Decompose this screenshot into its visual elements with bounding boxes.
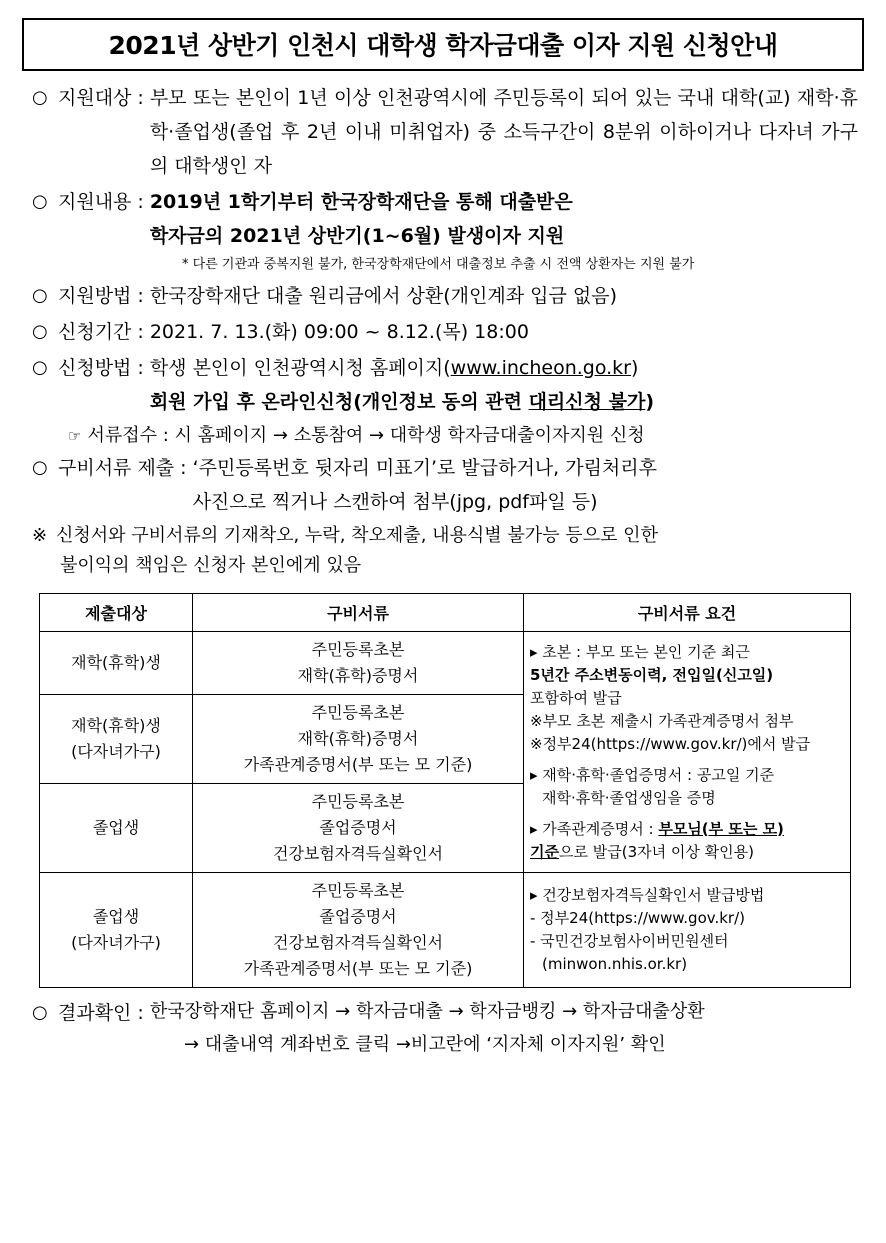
section-caution (32, 521, 858, 581)
req-g3-bold: 부모님(부 또는 모) (658, 819, 784, 838)
req-g3-line2 (530, 841, 844, 864)
table-header-row (40, 594, 851, 632)
bullet-icon: ○ (32, 457, 48, 478)
target-2-line2: (다자녀가구) (71, 742, 161, 761)
doc-1-line2: 재학(휴학)증명서 (297, 666, 419, 685)
req-g3-post: 으로 발급(3자녀 이상 확인용) (558, 842, 754, 861)
text-application-method (150, 351, 858, 419)
req-g4-line3: - 국민건강보험사이버민원센터 (530, 932, 729, 950)
doc-2-line1: 주민등록초본 (311, 703, 405, 722)
colon-separator: : (137, 87, 144, 109)
req-g2-line2: 재학·휴학·졸업생임을 증명 (542, 788, 716, 807)
req-g2-line1: ▸ 재학·휴학·졸업증명서 : 공고일 기준 (530, 765, 775, 784)
text-required-documents (193, 451, 858, 519)
req-g1-line1: ▸ 초본 : 부모 또는 본인 기준 최근 (530, 642, 750, 661)
text-support-content (150, 185, 858, 253)
doc-2-line2: 재학(휴학)증명서 (297, 729, 419, 748)
table-header-target: 제출대상 (40, 594, 193, 632)
target-4-line2: (다자녀가구) (71, 933, 161, 952)
colon-separator: : (137, 1002, 144, 1024)
table-row (40, 632, 851, 695)
label-required-documents: 구비서류 제출 (58, 457, 175, 479)
cell-requirements-lower (524, 873, 851, 988)
bullet-icon: ○ (32, 321, 48, 342)
label-application-method: 신청방법 (58, 357, 132, 379)
bullet-icon: ○ (32, 285, 48, 306)
doc-1-line1: 주민등록초본 (311, 640, 405, 659)
req-g4-line1: ▸ 건강보험자격득실확인서 발급방법 (530, 886, 765, 904)
cell-target-1 (40, 632, 193, 695)
label-application-period: 신청기간 (58, 321, 132, 343)
section-application-method (32, 351, 858, 419)
cell-documents-2 (193, 695, 524, 784)
table-header-documents: 구비서류 (193, 594, 524, 632)
application-method-line2-pre: 회원 가입 후 온라인신청(개인정보 동의 관련 (149, 391, 529, 413)
spacer (530, 756, 844, 764)
colon-separator: : (180, 457, 187, 479)
section-support-content (32, 185, 858, 253)
section-application-period (32, 315, 858, 349)
caution-mark-icon: ※ (32, 525, 48, 546)
table-row (40, 873, 851, 988)
req-g1-line5: ※정부24(https://www.gov.kr/)에서 발급 (530, 734, 811, 753)
text-support-content-line2: 학자금의 2021년 상반기(1~6월) 발생이자 지원 (149, 225, 565, 247)
pointing-hand-icon: ☞ (68, 427, 82, 445)
cell-requirements-upper (524, 632, 851, 873)
note-support-content: * 다른 기관과 중복지원 불가, 한국장학재단에서 대출정보 추출 시 전액 상환자는 지원 불가 (182, 257, 695, 272)
cell-documents-1 (193, 632, 524, 695)
label-support-method: 지원방법 (58, 285, 132, 307)
doc-4-line4: 가족관계증명서(부 또는 모 기준) (243, 959, 473, 978)
doc-3-line1: 주민등록초본 (311, 792, 405, 811)
text-application-period: 2021. 7. 13.(화) 09:00 ~ 8.12.(목) 18:00 (149, 321, 529, 343)
doc-4-line1: 주민등록초본 (311, 881, 405, 900)
req-g4-line2: - 정부24(https://www.gov.kr/) (530, 909, 746, 927)
text-support-content-line1: 2019년 1학기부터 한국장학재단을 통해 대출받은 (149, 191, 573, 213)
req-g1-line3: 포함하여 발급 (530, 688, 622, 707)
req-g4-line4: (minwon.nhis.or.kr) (542, 955, 688, 973)
req-g1-line2: 5년간 주소변동이력, 전입일(신고일) (530, 665, 774, 684)
document-body (18, 71, 868, 1060)
proxy-application-prohibited: 대리신청 불가 (528, 391, 646, 413)
target-4-line1: 졸업생 (92, 907, 140, 926)
cell-documents-4 (193, 873, 524, 988)
target-2-line1: 재학(휴학)생 (71, 716, 161, 735)
doc-4-line2: 졸업증명서 (319, 907, 397, 926)
bullet-icon: ○ (32, 357, 48, 378)
required-documents-line1: ‘주민등록번호 뒷자리 미표기’로 발급하거나, 가림처리후 (192, 457, 657, 479)
section-required-documents (32, 451, 858, 519)
target-3-line1: 졸업생 (92, 818, 140, 837)
application-method-line1 (150, 351, 858, 385)
colon-separator: : (137, 285, 144, 307)
caution-text (56, 521, 658, 581)
application-method-line1-post: ) (631, 357, 639, 379)
text-result-check-line2: → 대출내역 계좌번호 클릭 →비고란에 ‘지자체 이자지원’ 확인 (184, 1034, 666, 1055)
cell-target-3 (40, 784, 193, 873)
caution-line1: 신청서와 구비서류의 기재착오, 누락, 착오제출, 내용식별 불가능 등으로 인한 (56, 525, 658, 546)
req-g3-pre: ▸ 가족관계증명서 : (530, 819, 659, 838)
text-result-check-line1: 한국장학재단 홈페이지 → 학자금대출 → 학자금뱅킹 → 학자금대출상환 (149, 1001, 705, 1022)
label-support-target: 지원대상 (58, 87, 132, 109)
section-support-method (32, 279, 858, 313)
section-document-submission (32, 421, 858, 451)
colon-separator: : (137, 357, 144, 379)
application-method-line2-post: ) (645, 391, 655, 413)
bullet-icon: ○ (32, 191, 48, 212)
target-1-line1: 재학(휴학)생 (71, 653, 161, 672)
required-documents-line2: 사진으로 찍거나 스캔하여 첨부(jpg, pdf파일 등) (192, 491, 598, 513)
caution-line2: 불이익의 책임은 신청자 본인에게 있음 (60, 555, 362, 576)
document-title-box (22, 18, 864, 71)
doc-4-line3: 건강보험자격득실확인서 (272, 933, 444, 952)
colon-separator: : (137, 321, 144, 343)
application-method-line2 (150, 385, 858, 419)
colon-separator: : (137, 191, 144, 213)
req-g1-line4: ※부모 초본 제출시 가족관계증명서 첨부 (530, 711, 794, 730)
cell-documents-3 (193, 784, 524, 873)
spacer (530, 810, 844, 818)
bullet-icon: ○ (32, 1002, 48, 1023)
cell-target-2 (40, 695, 193, 784)
application-method-line1-pre: 학생 본인이 인천광역시청 홈페이지( (149, 357, 451, 379)
doc-2-line3: 가족관계증명서(부 또는 모 기준) (243, 755, 473, 774)
doc-3-line3: 건강보험자격득실확인서 (272, 844, 444, 863)
text-support-method: 한국장학재단 대출 원리금에서 상환(개인계좌 입금 없음) (149, 285, 617, 307)
page-title: 2021년 상반기 인천시 대학생 학자금대출 이자 지원 신청안내 (108, 31, 778, 60)
table-header-requirements: 구비서류 요건 (524, 594, 851, 632)
label-support-content: 지원내용 (58, 191, 132, 213)
text-document-submission: 서류접수 : 시 홈페이지 → 소통참여 → 대학생 학자금대출이자지원 신청 (87, 425, 645, 446)
cell-target-4 (40, 873, 193, 988)
section-result-check (32, 996, 858, 1060)
section-support-target (32, 81, 858, 183)
req-g3-line1 (530, 818, 844, 841)
incheon-website-link[interactable]: www.incheon.go.kr (450, 357, 631, 379)
doc-3-line2: 졸업증명서 (319, 818, 397, 837)
label-result-check: 결과확인 (58, 1002, 132, 1024)
req-g3-bold2: 기준 (530, 842, 559, 861)
text-support-target: 부모 또는 본인이 1년 이상 인천광역시에 주민등록이 되어 있는 국내 대학(교) 재학·휴학·졸업생(졸업 후 2년 이내 미취업자) 중 소득구간이 8분위 이하이거나 다자녀 가구의 대학생인 자 (149, 87, 858, 177)
required-documents-table (39, 593, 851, 988)
bullet-icon: ○ (32, 87, 48, 108)
